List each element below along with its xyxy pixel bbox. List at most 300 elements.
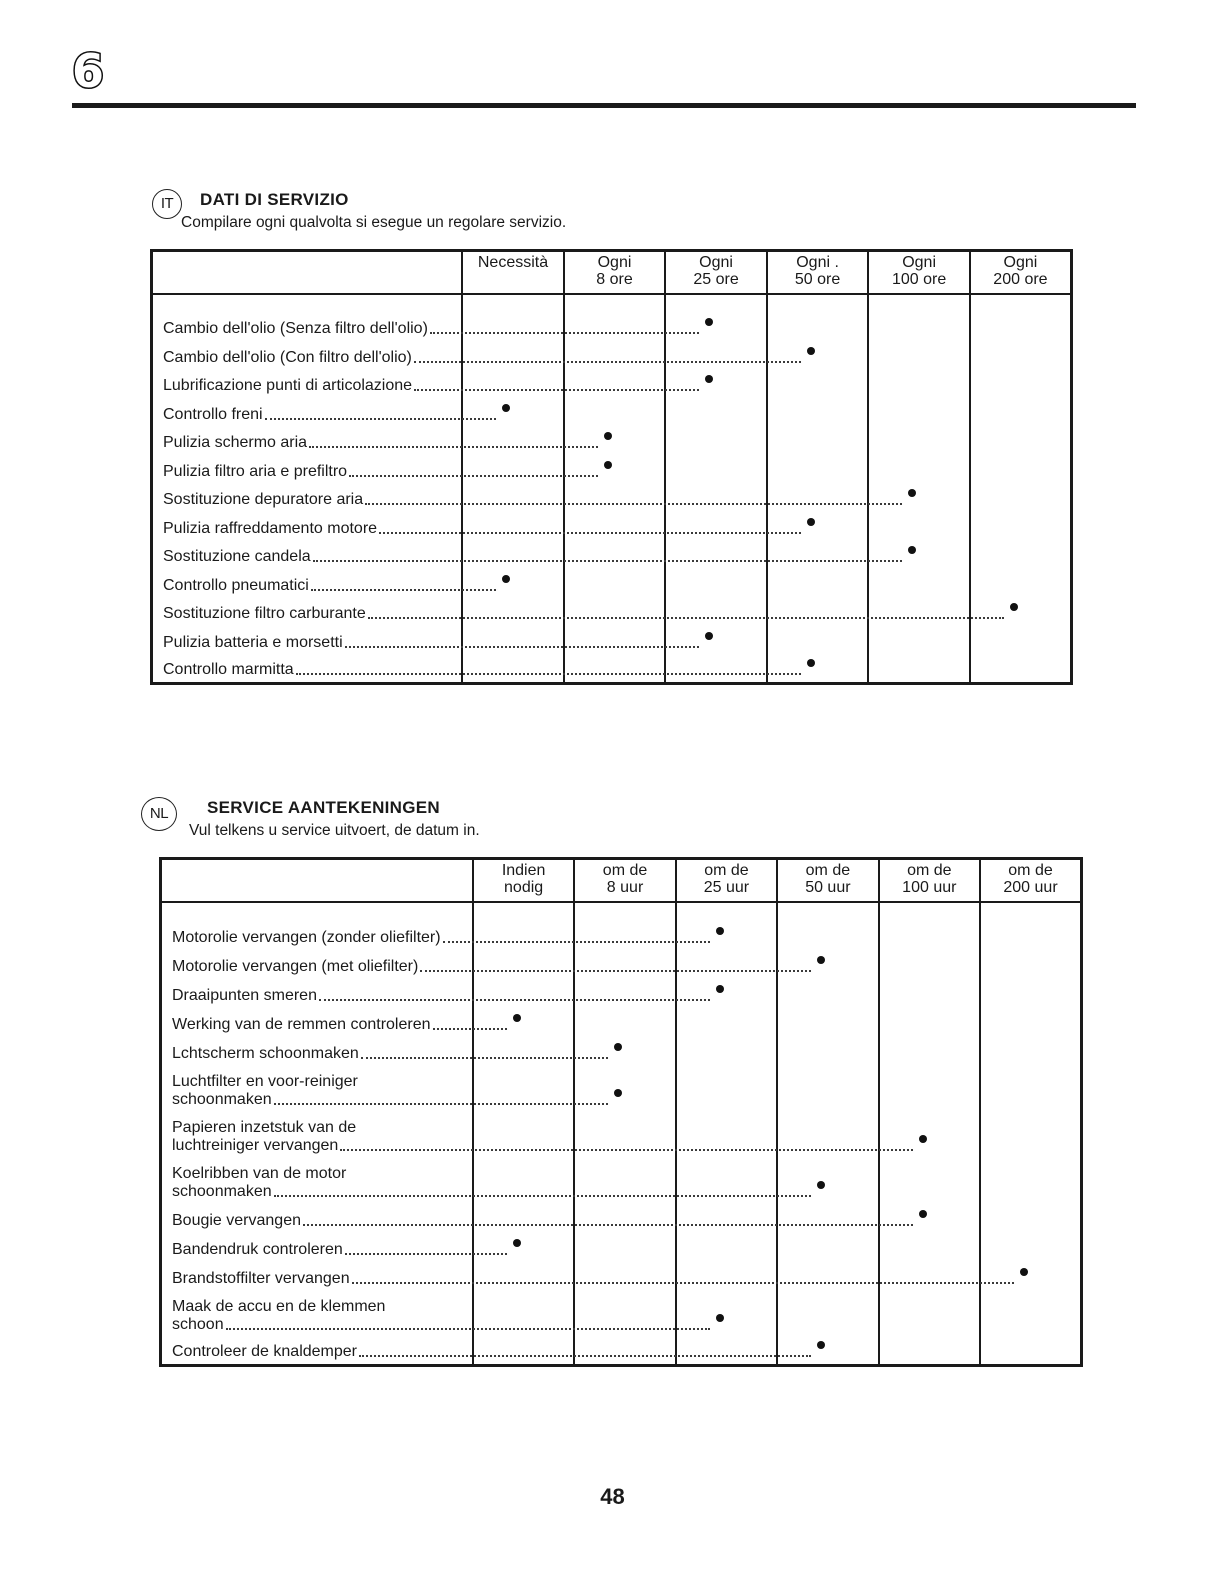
column-header-line: om de <box>1008 862 1053 879</box>
interval-cell <box>473 1158 574 1204</box>
leader-dots <box>414 389 699 391</box>
interval-cell <box>665 512 767 541</box>
interval-cell <box>970 370 1072 399</box>
interval-cell <box>879 1337 980 1366</box>
task-label: Motorolie vervangen (zonder oliefilter) <box>172 928 441 946</box>
interval-cell <box>676 979 777 1008</box>
interval-cell <box>574 1291 675 1337</box>
interval-cell <box>665 398 767 427</box>
interval-dot <box>604 432 612 440</box>
interval-cell <box>980 979 1081 1008</box>
interval-dot <box>716 985 724 993</box>
column-header-line: 25 ore <box>693 271 739 288</box>
interval-cell <box>574 1233 675 1262</box>
column-header <box>462 251 564 294</box>
interval-cell <box>462 427 564 456</box>
interval-cell <box>767 569 869 598</box>
task-label: Luchtfilter en voor-reiniger <box>172 1072 358 1090</box>
spacer-cell <box>574 902 675 921</box>
column-header <box>665 251 767 294</box>
column-header-line: om de <box>907 862 952 879</box>
interval-cell <box>574 1158 675 1204</box>
interval-cell <box>574 1337 675 1366</box>
task-cell <box>152 598 463 627</box>
task-label: Controllo marmitta <box>163 660 294 678</box>
section-title-nl: SERVICE AANTEKENINGEN <box>207 798 441 817</box>
column-header <box>777 859 878 902</box>
task-cell <box>152 484 463 513</box>
interval-cell <box>564 427 666 456</box>
spacer-cell <box>980 902 1081 921</box>
interval-cell <box>777 1233 878 1262</box>
interval-dot <box>807 347 815 355</box>
interval-cell <box>676 1066 777 1112</box>
interval-dot <box>716 927 724 935</box>
column-header-line: nodig <box>504 879 544 896</box>
leader-dots <box>313 560 903 562</box>
interval-cell <box>879 1037 980 1066</box>
task-cell <box>161 1112 473 1158</box>
interval-cell <box>777 1112 878 1158</box>
task-cell <box>161 1008 473 1037</box>
interval-cell <box>473 979 574 1008</box>
interval-cell <box>980 1112 1081 1158</box>
task-cell <box>152 398 463 427</box>
interval-cell <box>970 512 1072 541</box>
spacer-cell <box>564 294 666 313</box>
task-label: Lubrificazione punti di articolazione <box>163 377 413 394</box>
column-header-line: 8 uur <box>606 879 644 896</box>
task-label: Brandstoffilter vervangen <box>172 1269 350 1287</box>
interval-cell <box>665 655 767 684</box>
interval-cell <box>462 313 564 342</box>
interval-cell <box>767 398 869 427</box>
task-cell <box>161 950 473 979</box>
interval-cell <box>777 1337 878 1366</box>
interval-cell <box>777 1037 878 1066</box>
interval-cell <box>676 1262 777 1291</box>
interval-cell <box>868 370 970 399</box>
interval-cell <box>574 1262 675 1291</box>
interval-cell <box>574 921 675 950</box>
interval-dot <box>614 1043 622 1051</box>
interval-cell <box>767 427 869 456</box>
interval-cell <box>767 341 869 370</box>
interval-cell <box>970 598 1072 627</box>
interval-cell <box>574 950 675 979</box>
task-label: Draaipunten smeren <box>172 986 317 1004</box>
interval-cell <box>980 1291 1081 1337</box>
table-row <box>152 455 1072 484</box>
table-row <box>161 1337 1082 1366</box>
interval-cell <box>868 455 970 484</box>
interval-cell <box>868 541 970 570</box>
interval-cell <box>473 921 574 950</box>
interval-cell <box>665 598 767 627</box>
column-header <box>564 251 666 294</box>
interval-dot <box>716 1314 724 1322</box>
task-cell <box>152 427 463 456</box>
interval-dot <box>502 404 510 412</box>
leader-dots <box>365 503 902 505</box>
interval-cell <box>777 1158 878 1204</box>
interval-cell <box>473 1291 574 1337</box>
column-header <box>879 859 980 902</box>
interval-cell <box>868 626 970 655</box>
interval-cell <box>676 950 777 979</box>
task-label: Bandendruk controleren <box>172 1240 343 1258</box>
interval-cell <box>574 1204 675 1233</box>
task-cell <box>161 1262 473 1291</box>
interval-dot <box>513 1014 521 1022</box>
interval-cell <box>879 1008 980 1037</box>
interval-cell <box>879 1204 980 1233</box>
page-number: 48 <box>600 1484 625 1509</box>
interval-cell <box>879 1066 980 1112</box>
interval-cell <box>868 313 970 342</box>
interval-dot <box>604 461 612 469</box>
interval-cell <box>777 1291 878 1337</box>
column-header-line: 100 uur <box>902 879 957 896</box>
interval-cell <box>767 313 869 342</box>
task-label: Pulizia filtro aria e prefiltro <box>163 462 348 480</box>
interval-cell <box>970 569 1072 598</box>
task-cell <box>161 1337 473 1366</box>
task-label: Werking van de remmen controleren <box>172 1015 431 1033</box>
task-cell <box>161 1291 473 1337</box>
interval-cell <box>970 313 1072 342</box>
interval-cell <box>574 1037 675 1066</box>
task-cell <box>152 655 463 684</box>
table-row <box>152 626 1072 655</box>
leader-dots <box>340 1149 912 1151</box>
interval-cell <box>676 1291 777 1337</box>
task-cell <box>161 1158 473 1204</box>
task-label: Cambio dell'olio (Senza filtro dell'olio) <box>163 320 428 337</box>
task-cell <box>161 1037 473 1066</box>
interval-cell <box>879 1112 980 1158</box>
task-label: Controleer de knaldemper <box>172 1343 357 1360</box>
spacer-cell <box>665 294 767 313</box>
interval-dot <box>1020 1268 1028 1276</box>
interval-cell <box>970 398 1072 427</box>
header-rule <box>72 103 1136 108</box>
column-header <box>473 859 574 902</box>
interval-dot <box>614 1089 622 1097</box>
table-row <box>161 1066 1082 1112</box>
interval-cell <box>879 950 980 979</box>
interval-cell <box>879 1158 980 1204</box>
spacer-cell <box>161 902 473 921</box>
interval-cell <box>473 1337 574 1366</box>
interval-cell <box>462 541 564 570</box>
interval-cell <box>473 1112 574 1158</box>
interval-cell <box>564 341 666 370</box>
interval-cell <box>665 484 767 513</box>
interval-cell <box>665 541 767 570</box>
interval-cell <box>665 626 767 655</box>
language-badge-it: IT <box>152 189 182 219</box>
leader-dots <box>414 361 801 363</box>
table-row <box>161 921 1082 950</box>
interval-cell <box>868 655 970 684</box>
interval-dot <box>919 1135 927 1143</box>
task-label: Papieren inzetstuk van de <box>172 1118 357 1136</box>
table-row <box>152 655 1072 684</box>
task-cell <box>152 313 463 342</box>
task-cell <box>161 979 473 1008</box>
interval-cell <box>462 455 564 484</box>
task-cell <box>161 1233 473 1262</box>
column-header-line: 50 uur <box>805 879 851 896</box>
task-label: schoonmaken <box>172 1090 272 1108</box>
leader-dots <box>349 475 598 477</box>
interval-cell <box>665 455 767 484</box>
leader-dots <box>296 673 801 675</box>
leader-dots <box>226 1328 710 1330</box>
table-row <box>161 1112 1082 1158</box>
column-header <box>970 251 1072 294</box>
table-row <box>152 370 1072 399</box>
leader-dots <box>352 1282 1014 1284</box>
interval-cell <box>564 455 666 484</box>
table-row <box>161 979 1082 1008</box>
interval-cell <box>574 979 675 1008</box>
interval-cell <box>777 921 878 950</box>
interval-cell <box>473 1066 574 1112</box>
interval-cell <box>462 370 564 399</box>
interval-cell <box>676 1008 777 1037</box>
leader-dots <box>265 418 497 420</box>
spacer-cell <box>868 294 970 313</box>
interval-cell <box>980 1337 1081 1366</box>
interval-dot <box>817 1181 825 1189</box>
interval-cell <box>767 484 869 513</box>
interval-cell <box>574 1112 675 1158</box>
interval-cell <box>473 1008 574 1037</box>
table-row <box>152 512 1072 541</box>
leader-dots <box>433 1028 507 1030</box>
interval-cell <box>980 1008 1081 1037</box>
interval-cell <box>564 626 666 655</box>
interval-cell <box>868 512 970 541</box>
interval-cell <box>564 569 666 598</box>
leader-dots <box>359 1355 811 1357</box>
interval-cell <box>665 427 767 456</box>
interval-cell <box>767 655 869 684</box>
interval-cell <box>879 979 980 1008</box>
interval-cell <box>980 1204 1081 1233</box>
task-label: Bougie vervangen <box>172 1211 301 1229</box>
section-subtitle-nl: Vul telkens u service uitvoert, de datum in. <box>189 822 480 839</box>
interval-cell <box>767 541 869 570</box>
interval-dot <box>513 1239 521 1247</box>
leader-dots <box>361 1057 609 1059</box>
table-row <box>152 313 1072 342</box>
task-cell <box>161 1066 473 1112</box>
interval-cell <box>462 512 564 541</box>
leader-dots <box>379 532 801 534</box>
table-row <box>152 541 1072 570</box>
column-header <box>676 859 777 902</box>
interval-cell <box>970 626 1072 655</box>
interval-cell <box>564 370 666 399</box>
task-cell <box>152 341 463 370</box>
table-row <box>161 1008 1082 1037</box>
column-header <box>868 251 970 294</box>
column-header-line: 8 ore <box>596 271 633 288</box>
interval-cell <box>970 484 1072 513</box>
service-table-nl <box>159 857 1083 1367</box>
task-label: Maak de accu en de klemmen <box>172 1297 386 1315</box>
task-label: Koelribben van de motor <box>172 1164 347 1182</box>
interval-cell <box>676 1158 777 1204</box>
interval-cell <box>462 341 564 370</box>
interval-cell <box>676 1337 777 1366</box>
table-row <box>161 950 1082 979</box>
leader-dots <box>443 941 710 943</box>
interval-cell <box>970 427 1072 456</box>
interval-dot <box>1010 603 1018 611</box>
task-label: Sostituzione filtro carburante <box>163 605 366 622</box>
interval-cell <box>574 1066 675 1112</box>
column-header-line: 100 ore <box>891 271 947 288</box>
task-label: Pulizia raffreddamento motore <box>163 519 378 537</box>
task-label: Pulizia schermo aria <box>163 434 308 451</box>
interval-cell <box>868 427 970 456</box>
section-subtitle-it: Compilare ogni qualvolta si esegue un regolare servizio. <box>181 214 567 231</box>
leader-dots <box>345 1253 507 1255</box>
interval-cell <box>462 655 564 684</box>
interval-cell <box>564 598 666 627</box>
spacer-cell <box>473 902 574 921</box>
table-row <box>152 398 1072 427</box>
interval-cell <box>980 950 1081 979</box>
interval-cell <box>462 484 564 513</box>
interval-dot <box>817 956 825 964</box>
leader-dots <box>368 617 1004 619</box>
interval-cell <box>462 398 564 427</box>
task-label: Motorolie vervangen (met oliefilter) <box>172 957 419 975</box>
column-header-line: om de <box>602 862 648 879</box>
column-header-line: Necessità <box>477 254 549 271</box>
interval-dot <box>807 518 815 526</box>
interval-cell <box>868 484 970 513</box>
spacer-cell <box>152 294 463 313</box>
task-cell <box>152 626 463 655</box>
interval-cell <box>462 626 564 655</box>
interval-cell <box>767 512 869 541</box>
interval-cell <box>473 1037 574 1066</box>
task-label: Pulizia batteria e morsetti <box>163 633 343 651</box>
task-cell <box>152 455 463 484</box>
spacer-cell <box>879 902 980 921</box>
table-row <box>161 1291 1082 1337</box>
task-label: Lchtscherm schoonmaken <box>172 1044 359 1062</box>
spacer-cell <box>767 294 869 313</box>
interval-dot <box>807 659 815 667</box>
header-blank-cell <box>161 859 473 902</box>
leader-dots <box>430 332 699 334</box>
task-label: Sostituzione candela <box>163 548 311 565</box>
interval-cell <box>777 1008 878 1037</box>
table-row <box>152 569 1072 598</box>
leader-dots <box>345 646 700 648</box>
interval-cell <box>868 398 970 427</box>
interval-cell <box>665 569 767 598</box>
interval-cell <box>868 569 970 598</box>
interval-cell <box>970 655 1072 684</box>
task-label: Cambio dell'olio (Con filtro dell'olio) <box>163 348 412 366</box>
interval-cell <box>980 921 1081 950</box>
table-row <box>161 1233 1082 1262</box>
interval-cell <box>473 1262 574 1291</box>
column-header <box>767 251 869 294</box>
interval-cell <box>777 979 878 1008</box>
column-header-line: Ogni . <box>796 254 839 271</box>
interval-cell <box>767 370 869 399</box>
task-cell <box>161 1204 473 1233</box>
interval-cell <box>970 341 1072 370</box>
interval-cell <box>868 341 970 370</box>
table-row <box>161 1204 1082 1233</box>
interval-cell <box>665 313 767 342</box>
interval-cell <box>777 950 878 979</box>
task-label: Controllo pneumatici <box>163 576 309 594</box>
column-header-line: 50 ore <box>794 271 841 288</box>
column-header-line: 25 uur <box>703 879 750 896</box>
task-cell <box>152 370 463 399</box>
table-row <box>152 341 1072 370</box>
interval-cell <box>879 1233 980 1262</box>
task-label: Controllo freni <box>163 405 263 423</box>
interval-cell <box>980 1066 1081 1112</box>
interval-cell <box>473 1233 574 1262</box>
interval-dot <box>919 1210 927 1218</box>
interval-cell <box>473 950 574 979</box>
interval-cell <box>980 1233 1081 1262</box>
task-cell <box>152 512 463 541</box>
leader-dots <box>311 589 496 591</box>
spacer-cell <box>777 902 878 921</box>
interval-cell <box>777 1262 878 1291</box>
interval-cell <box>665 370 767 399</box>
leader-dots <box>274 1103 609 1105</box>
task-cell <box>161 921 473 950</box>
header-blank-cell <box>152 251 463 294</box>
interval-cell <box>676 1037 777 1066</box>
interval-cell <box>574 1008 675 1037</box>
interval-cell <box>970 541 1072 570</box>
chapter-number: 6 <box>72 44 105 98</box>
interval-cell <box>879 1291 980 1337</box>
section-title-it: DATI DI SERVIZIO <box>200 190 349 209</box>
interval-cell <box>777 1204 878 1233</box>
column-header-line: 200 ore <box>993 271 1048 288</box>
task-label: luchtreiniger vervangen <box>172 1136 339 1154</box>
interval-cell <box>767 598 869 627</box>
interval-cell <box>564 313 666 342</box>
interval-cell <box>980 1158 1081 1204</box>
spacer-cell <box>676 902 777 921</box>
language-badge-nl: NL <box>141 797 177 831</box>
column-header-line: om de <box>704 862 749 879</box>
column-header-line: Ogni <box>699 254 733 271</box>
leader-dots <box>319 999 710 1001</box>
interval-cell <box>868 598 970 627</box>
spacer-cell <box>462 294 564 313</box>
column-header <box>980 859 1081 902</box>
